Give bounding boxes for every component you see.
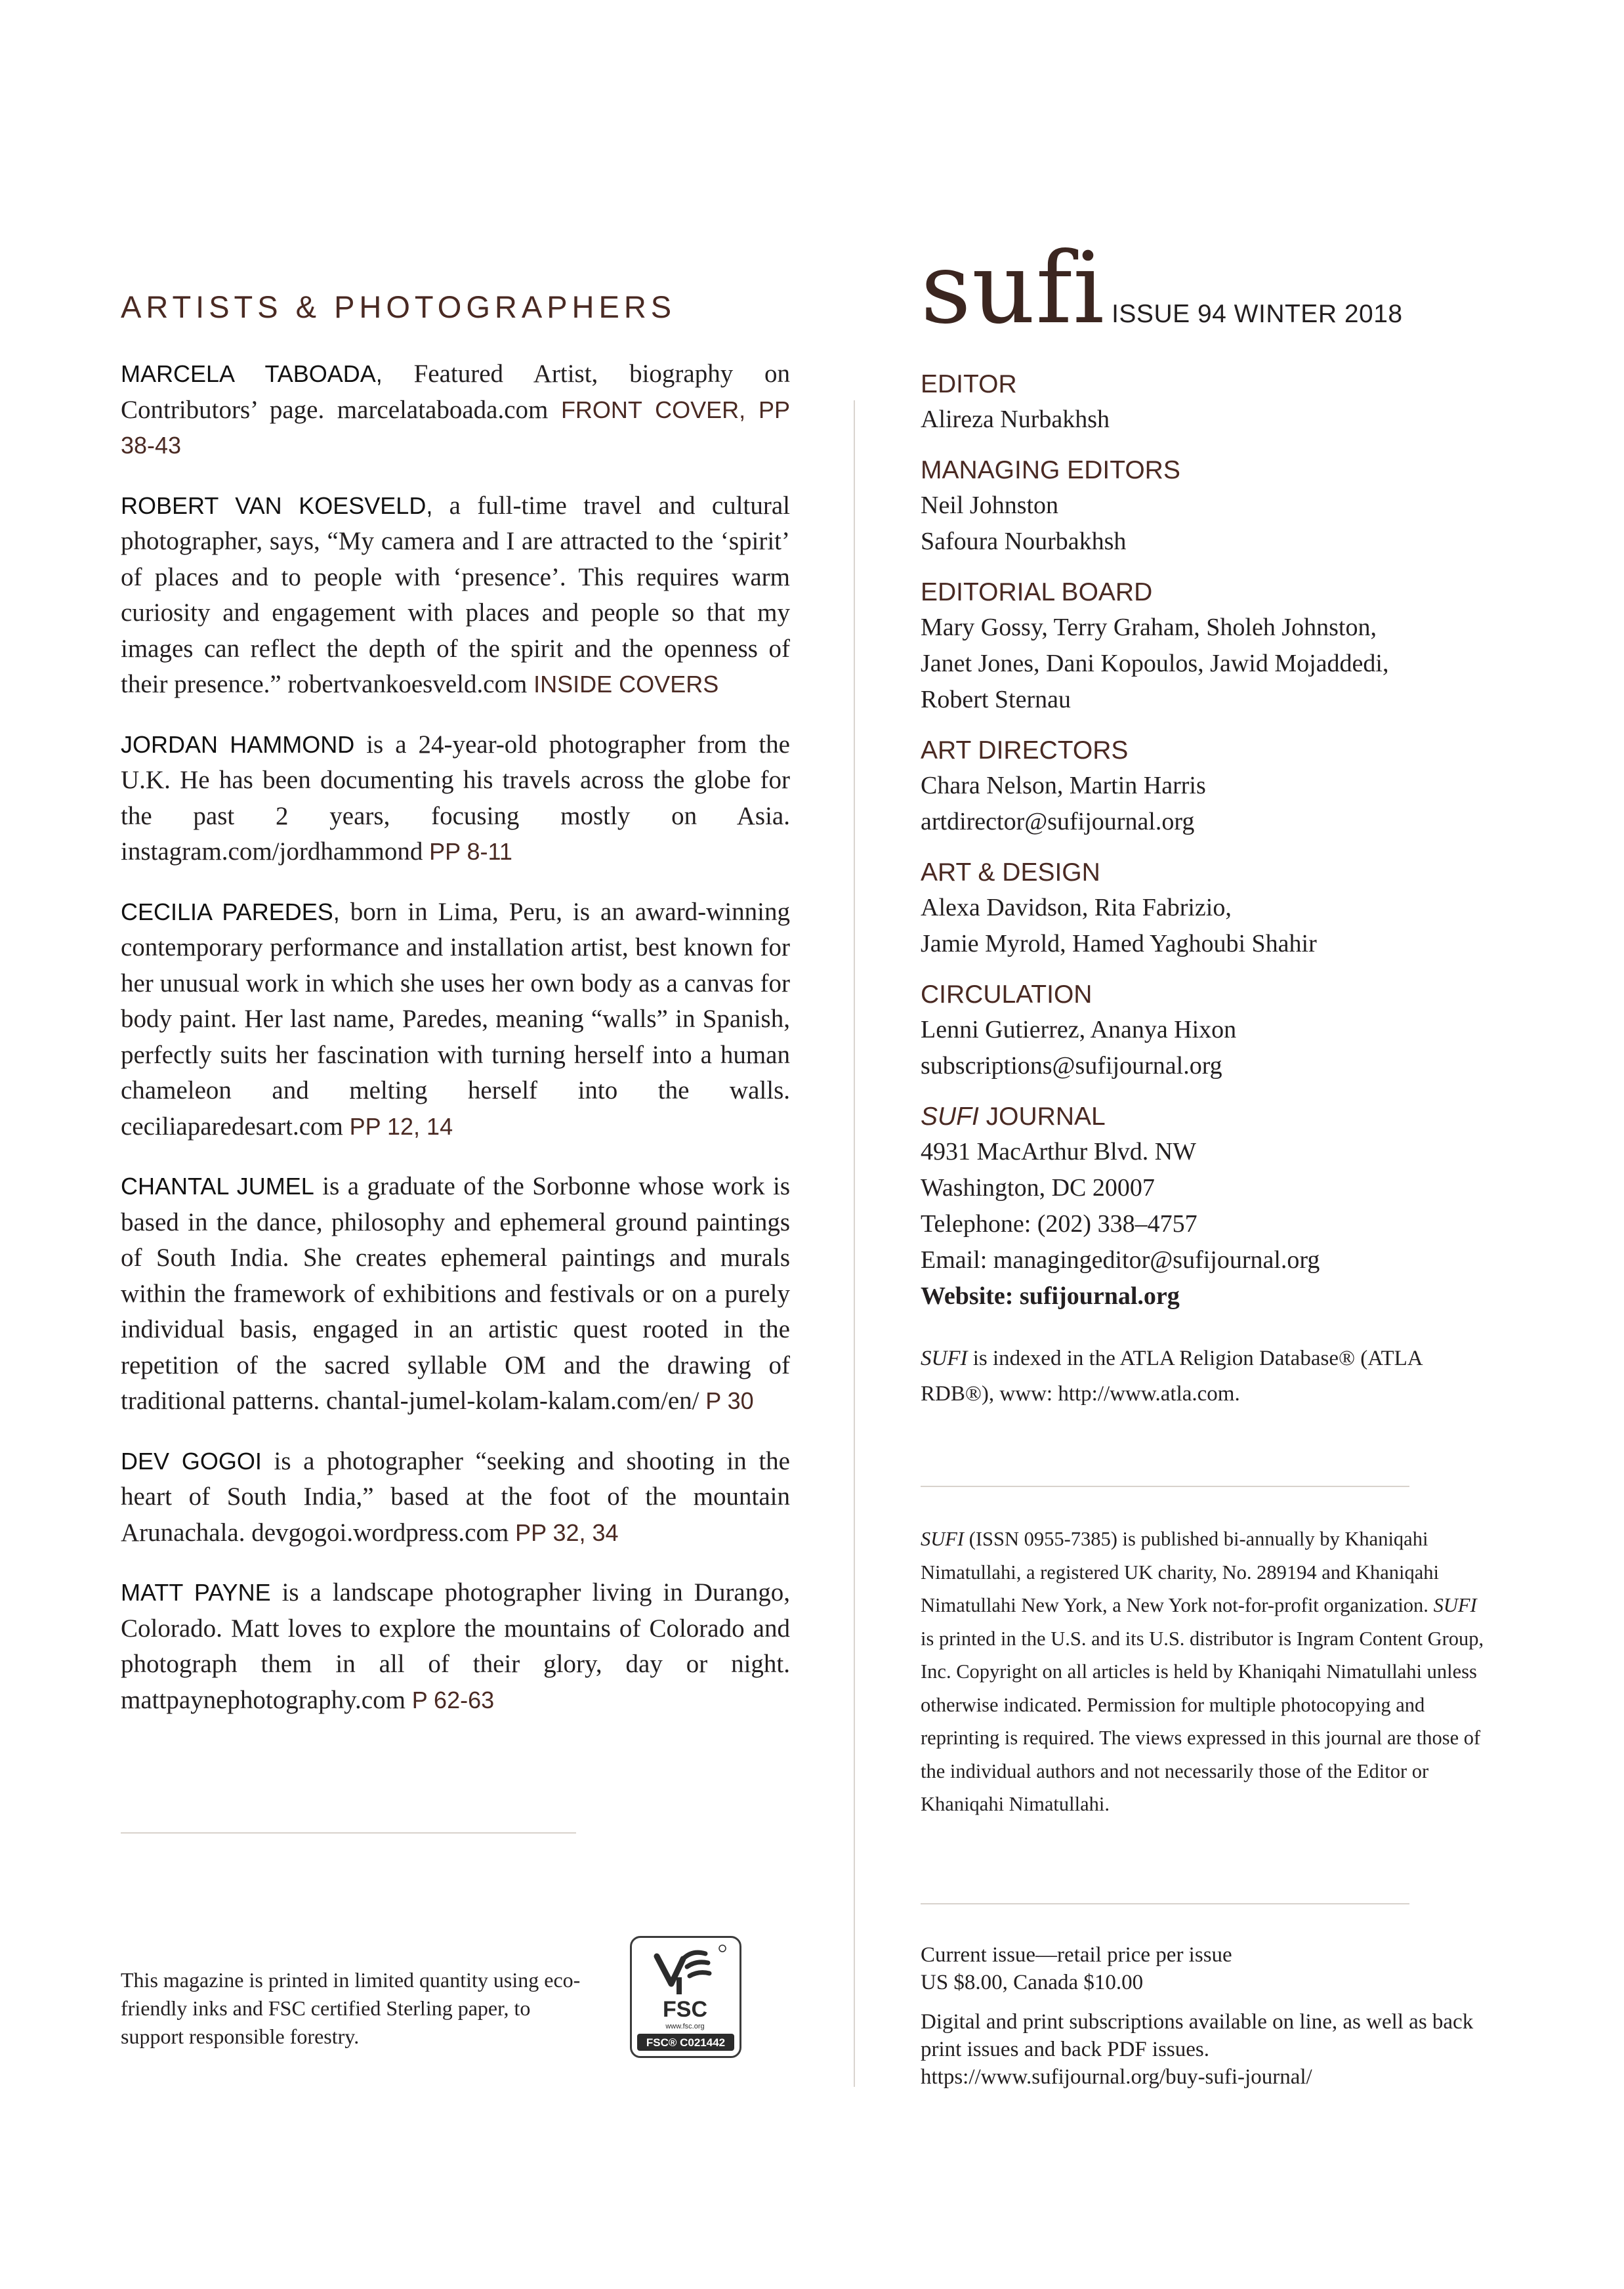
staff-name: Mary Gossy, Terry Graham, Sholeh Johnston,: [921, 614, 1377, 641]
role-names: [921, 488, 1485, 560]
artist-pages: PP 32, 34: [515, 1519, 619, 1546]
artist-pages: INSIDE COVERS: [533, 671, 719, 698]
artist-pages: P 30: [705, 1387, 754, 1414]
staff-name: Chara Nelson, Martin Harris: [921, 772, 1206, 799]
legal-text: (ISSN 0955-7385) is published bi-annually by Khaniqahi Nimatullahi, a registered UK charity, No. 289194 and Khaniqahi Nimatullahi New York, a New York not-for-profit organization.: [921, 1528, 1439, 1616]
artist-entry: [121, 1169, 790, 1419]
role-heading: CIRCULATION: [921, 980, 1093, 1009]
section-title: ARTISTS & PHOTOGRAPHERS: [121, 289, 677, 324]
artist-bio: a full-time travel and cultural photographer, says, “My camera and I are attracted to the ‘spirit’ of places and to people with ‘presence’. This requires warm curiosity and engagement with places and people so that my images can reflect the depth of the spirit and the openness of their presence.” robertvankoesveld.com: [121, 491, 790, 698]
artist-pages: P 62-63: [411, 1686, 495, 1713]
email: Email: managingeditor@sufijournal.org: [921, 1246, 1320, 1274]
address-line: Washington, DC 20007: [921, 1174, 1155, 1202]
fsc-logo: [630, 1936, 741, 2058]
staff-name: Safoura Nourbakhsh: [921, 528, 1127, 555]
atla-notice: [921, 1341, 1485, 1412]
artists-section: [121, 289, 790, 1742]
legal-italic: SUFI: [921, 1528, 965, 1550]
subscription-paragraph: [921, 2008, 1485, 2091]
artist-entry: [121, 894, 790, 1145]
artist-entry: [121, 1444, 790, 1551]
website: Website: sufijournal.org: [921, 1282, 1180, 1310]
masthead: [921, 232, 1403, 346]
role-heading: ART & DESIGN: [921, 858, 1100, 887]
role-names: [921, 768, 1485, 840]
price-line: Current issue—retail price per issue: [921, 1943, 1232, 1967]
fsc-code: FSC® C021442: [646, 2036, 726, 2049]
atla-italic: SUFI: [921, 1347, 968, 1370]
staff-name: Robert Sternau: [921, 686, 1072, 713]
issue-label: ISSUE 94 WINTER 2018: [1112, 300, 1403, 328]
role-names: [921, 402, 1485, 438]
role-heading: ART DIRECTORS: [921, 736, 1129, 765]
atla-text: is indexed in the ATLA Religion Database® (ATLA RDB®), www: http://www.atla.com.: [921, 1347, 1422, 1406]
role-heading: EDITOR: [921, 370, 1017, 398]
pricing-info: [921, 1941, 1485, 2103]
sufi-logo: sufi: [921, 232, 1106, 346]
role-names: [921, 890, 1485, 962]
telephone: Telephone: (202) 338–4757: [921, 1210, 1197, 1238]
role-names: [921, 1012, 1485, 1084]
column-divider: [854, 400, 855, 2087]
role-names: [921, 610, 1485, 718]
staff-email: subscriptions@sufijournal.org: [921, 1052, 1222, 1080]
legal-text: is printed in the U.S. and its U.S. distributor is Ingram Content Group, Inc. Copyright on all articles is held by Khaniqahi Nimatullahi unless otherwise indicated. Permission for multiple photocopying and reprinting is required. The views expressed in this journal are those of the individual authors and not necessarily those of the Editor or Khaniqahi Nimatullahi.: [921, 1627, 1484, 1815]
role-heading: MANAGING EDITORS: [921, 456, 1180, 484]
staff-name: Alireza Nurbakhsh: [921, 406, 1110, 433]
artist-entry: [121, 727, 790, 870]
price-paragraph: [921, 1941, 1485, 1996]
staff-name: Alexa Davidson, Rita Fabrizio,: [921, 894, 1232, 921]
legal-italic: SUFI: [1433, 1594, 1477, 1616]
price-line: US $8.00, Canada $10.00: [921, 1971, 1144, 1994]
artist-entry: [121, 356, 790, 464]
artist-bio: is a 24-year-old photographer from the U.K. He has been documenting his travels across the globe for the past 2 years, focusing mostly on Asia. instagram.com/jordhammond: [121, 730, 790, 866]
journal-heading-rest: JOURNAL: [978, 1102, 1106, 1131]
journal-contact: [921, 1134, 1485, 1314]
staff-name: Janet Jones, Dani Kopoulos, Jawid Mojaddedi,: [921, 650, 1389, 677]
staff-email: artdirector@sufijournal.org: [921, 808, 1195, 835]
artist-bio: Featured Artist, biography on Contributors’ page. marcelataboada.com: [121, 360, 790, 424]
artist-name: JORDAN HAMMOND: [121, 730, 355, 758]
divider-rule: [121, 1832, 576, 1834]
artist-bio: born in Lima, Peru, is an award-winning contemporary performance and installation artist, best known for her unusual work in which she uses her own body as a canvas for body paint. Her last name, Paredes, meaning “walls” in Spanish, perfectly suits her fascination with turning herself into a human chameleon and melting herself into the walls. ceciliaparedesart.com: [121, 897, 790, 1141]
journal-heading: [921, 1100, 1485, 1134]
artist-bio: is a photographer “seeking and shooting in the heart of South India,” based at the foot of the mountain Arunachala. devgogoi.wordpress.com: [121, 1446, 790, 1547]
journal-heading-italic: SUFI: [921, 1102, 979, 1131]
artist-pages: FRONT COVER, PP 38-43: [121, 396, 790, 459]
fsc-tree-icon: [632, 1938, 739, 2056]
address-line: 4931 MacArthur Blvd. NW: [921, 1138, 1197, 1166]
divider-rule: [921, 1486, 1409, 1487]
artist-bio: is a graduate of the Sorbonne whose work is based in the dance, philosophy and ephemeral ground paintings of South India. She creates ephemeral paintings and murals within the framework of exhibitions and festivals or on a purely individual basis, engaged in an artistic quest rooted in the repetition of the sacred syllable OM and the drawing of traditional patterns. chantal-jumel-kolam-kalam.com/en/: [121, 1172, 790, 1415]
artist-name: MATT PAYNE: [121, 1579, 271, 1606]
artist-name: DEV GOGOI: [121, 1447, 262, 1475]
artist-pages: PP 8-11: [429, 838, 512, 865]
artist-entry: [121, 488, 790, 703]
fsc-url: www.fsc.org: [665, 2023, 705, 2030]
artist-name: CHANTAL JUMEL: [121, 1173, 314, 1200]
artist-name: CECILIA PAREDES,: [121, 898, 340, 925]
artist-name: MARCELA TABOADA,: [121, 360, 383, 387]
staff-name: Lenni Gutierrez, Ananya Hixon: [921, 1016, 1237, 1043]
artist-bio: is a landscape photographer living in Durango, Colorado. Matt loves to explore the mountains of Colorado and photograph them in all of their glory, day or night. mattpaynephotography.com: [121, 1578, 790, 1714]
staff-name: Neil Johnston: [921, 492, 1059, 519]
staff-section: [921, 368, 1485, 1412]
divider-rule: [921, 1903, 1409, 1904]
staff-name: Jamie Myrold, Hamed Yaghoubi Shahir: [921, 930, 1317, 957]
fsc-label: FSC: [663, 1997, 707, 2022]
legal-notice: [921, 1522, 1485, 1821]
artist-name: ROBERT VAN KOESVELD,: [121, 492, 433, 519]
subscription-url[interactable]: https://www.sufijournal.org/buy-sufi-journal/: [921, 2065, 1312, 2089]
eco-notice: This magazine is printed in limited quantity using eco-friendly inks and FSC certified Sterling paper, to support responsible forestry.: [121, 1968, 581, 2048]
subscription-text: Digital and print subscriptions available on line, as well as back print issues and back PDF issues.: [921, 2010, 1474, 2061]
role-heading: EDITORIAL BOARD: [921, 578, 1153, 606]
artist-pages: PP 12, 14: [349, 1112, 453, 1140]
artist-entry: [121, 1575, 790, 1718]
